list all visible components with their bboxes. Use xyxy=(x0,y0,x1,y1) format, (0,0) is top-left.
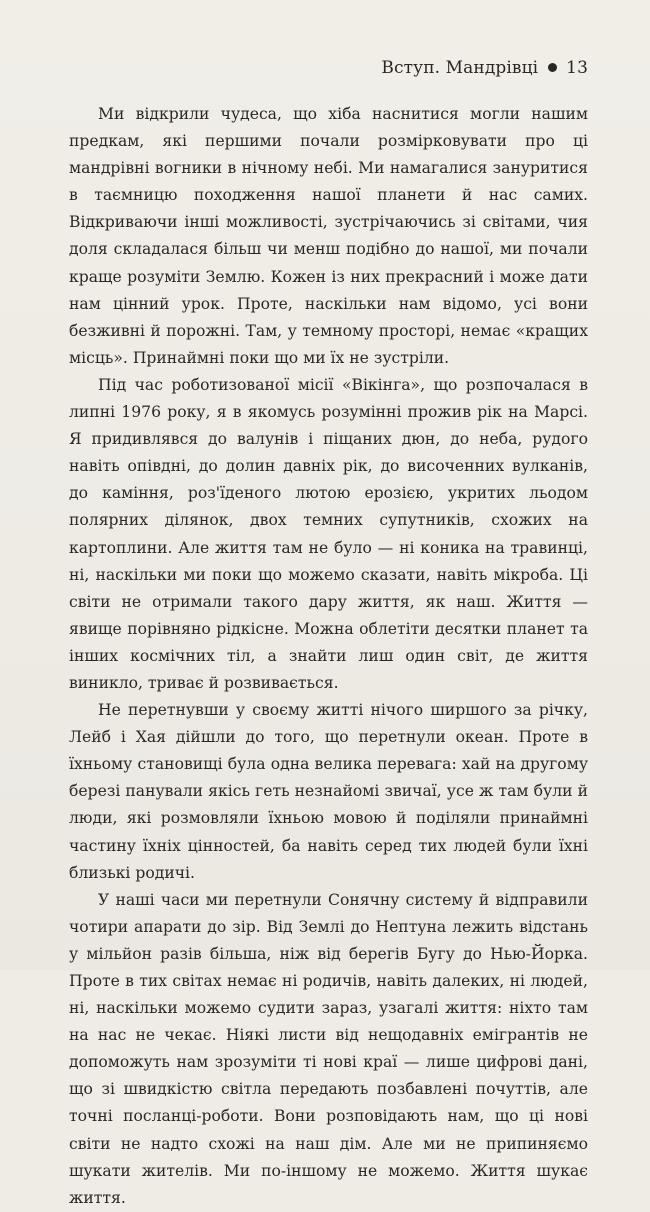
bullet-separator-icon xyxy=(548,63,557,72)
running-header xyxy=(381,58,588,78)
paragraph-3: Не перетнувши у своєму житті нічого ширшого за річку, Лейб і Хая дійшли до того, що перетнули океан. Проте в їхньому становищі була одна велика перевага: хай на другому березі панували якісь геть незнайомі звичаї, усе ж там були й люди, які розмовляли їхньою мовою й поділяли принаймні частину їхніх цінностей, ба навіть серед тих людей були їхні близькі родичі. xyxy=(69,701,588,882)
body-text xyxy=(69,101,588,1212)
running-title: Вступ. Мандрівці xyxy=(381,58,539,78)
paragraph-4: У наші часи ми перетнули Сонячну систему й відправили чотири апарати до зір. Від Землі до Нептуна лежить відстань у мільйон разів більша, ніж від берегів Бугу до Нью-Йорка. Проте в тих світах немає ні родичів, навіть далеких, ні людей, ні, наскільки можемо судити зараз, узагалі життя: ніхто там на нас не чекає. Ніякі листи від нещодавніх емігрантів не допоможуть нам зрозуміти ті нові краї — лише цифрові дані, що зі швидкістю світла передають позбавлені почуттів, але точні посланці-роботи. Вони розповідають нам, що ці нові світи не надто схожі на наш дім. Але ми не припиняємо шукати жителів. Ми по-іншому не можемо. Життя шукає життя. xyxy=(69,890,588,1207)
paragraph-2: Під час роботизованої місії «Вікінга», що розпочалася в липні 1976 року, я в якомусь розумінні прожив рік на Марсі. Я придивлявся до валунів і піщаних дюн, до неба, рудого навіть опівдні, до долин давніх рік, до височенних вулканів, до каміння, роз'їденого лютою ерозією, укритих льодом полярних ділянок, двох темних супутників, схожих на картоплини. Але життя там не було — ні коника на травинці, ні, наскільки ми поки що можемо сказати, навіть мікроба. Ці світи не отримали такого дару життя, як наш. Життя — явище порівняно рідкісне. Можна облетіти десятки планет та інших космічних тіл, а знайти лиш один світ, де життя виникло, триває й розвивається. xyxy=(69,375,588,692)
paragraph-1: Ми відкрили чудеса, що хіба наснитися могли нашим предкам, які першими почали розмірковувати про ці мандрівні вогники в нічному небі. Ми намагалися зануритися в таємницю походження нашої планети й нас самих. Відкриваючи інші можливості, зустрічаючись зі світами, чия доля складалася більш чи менш подібно до нашої, ми почали краще розуміти Землю. Кожен із них прекрасний і може дати нам цінний урок. Проте, наскільки нам відомо, усі вони безживні й порожні. Там, у темному просторі, немає «кращих місць». Принаймні поки що ми їх не зустріли. xyxy=(69,105,588,367)
page-number: 13 xyxy=(566,58,588,78)
